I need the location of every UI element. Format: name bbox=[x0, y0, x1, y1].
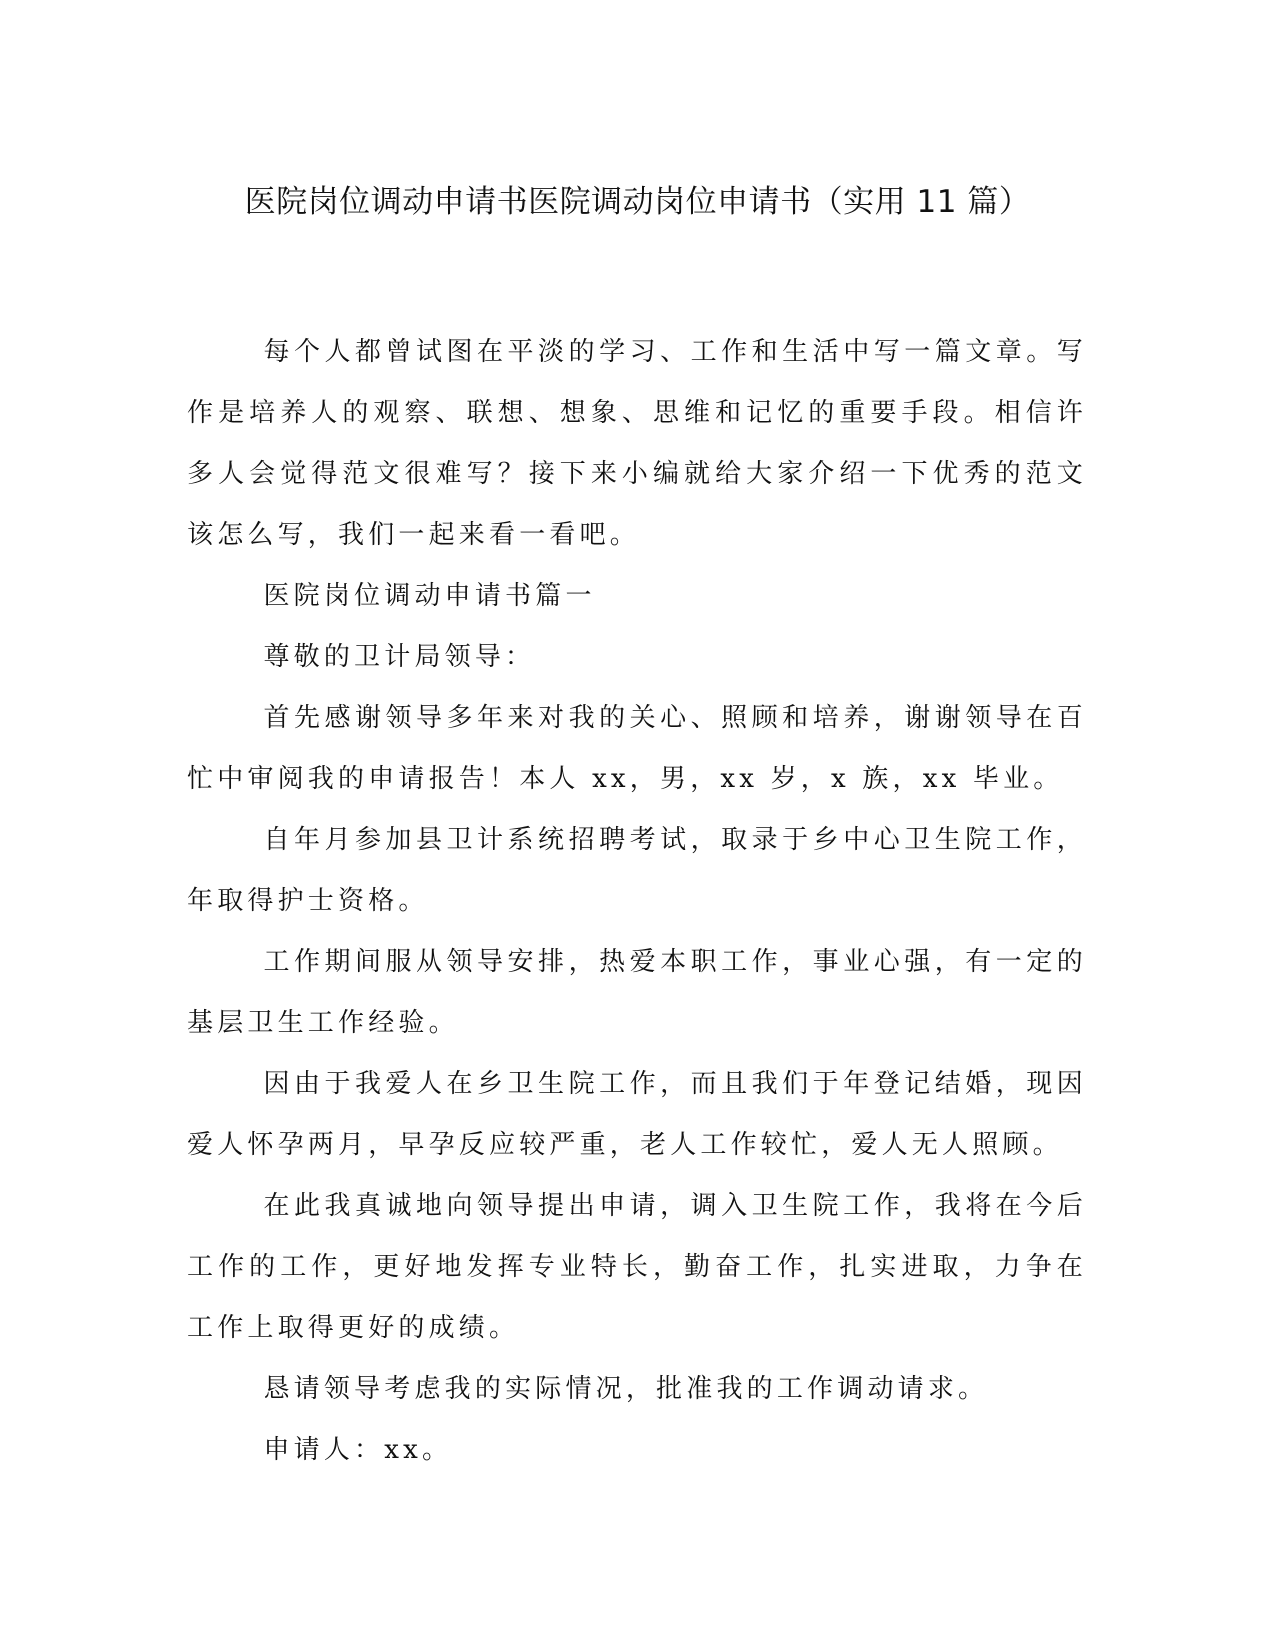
salutation: 尊敬的卫计局领导： bbox=[263, 642, 536, 672]
applicant-line: 申请人：xx。 bbox=[263, 1435, 453, 1465]
body-paragraph: 首先感谢领导多年来对我的关心、照顾和培养，谢谢领导在百忙中审阅我的申请报告！本人 xx，男，xx 岁，x 族，xx 毕业。 bbox=[187, 703, 1087, 794]
section-heading: 医院岗位调动申请书篇一 bbox=[263, 581, 596, 611]
body-paragraph: 工作期间服从领导安排，热爱本职工作，事业心强，有一定的基层卫生工作经验。 bbox=[187, 947, 1087, 1038]
body-paragraph: 因由于我爱人在乡卫生院工作，而且我们于年登记结婚，现因爱人怀孕两月，早孕反应较严重，老人工作较忙，爱人无人照顾。 bbox=[187, 1069, 1087, 1160]
request-paragraph: 恳请领导考虑我的实际情况，批准我的工作调动请求。 bbox=[263, 1374, 989, 1404]
document-title: 医院岗位调动申请书医院调动岗位申请书（实用 11 篇） bbox=[244, 184, 1031, 220]
body-paragraph: 在此我真诚地向领导提出申请，调入卫生院工作，我将在今后工作的工作，更好地发挥专业特长，勤奋工作，扎实进取，力争在工作上取得更好的成绩。 bbox=[187, 1191, 1087, 1343]
body-paragraph: 自年月参加县卫计系统招聘考试，取录于乡中心卫生院工作，年取得护士资格。 bbox=[187, 825, 1087, 916]
document-body bbox=[187, 322, 1087, 1481]
intro-paragraph: 每个人都曾试图在平淡的学习、工作和生活中写一篇文章。写作是培养人的观察、联想、想象、思维和记忆的重要手段。相信许多人会觉得范文很难写？接下来小编就给大家介绍一下优秀的范文该怎么写，我们一起来看一看吧。 bbox=[187, 337, 1087, 550]
